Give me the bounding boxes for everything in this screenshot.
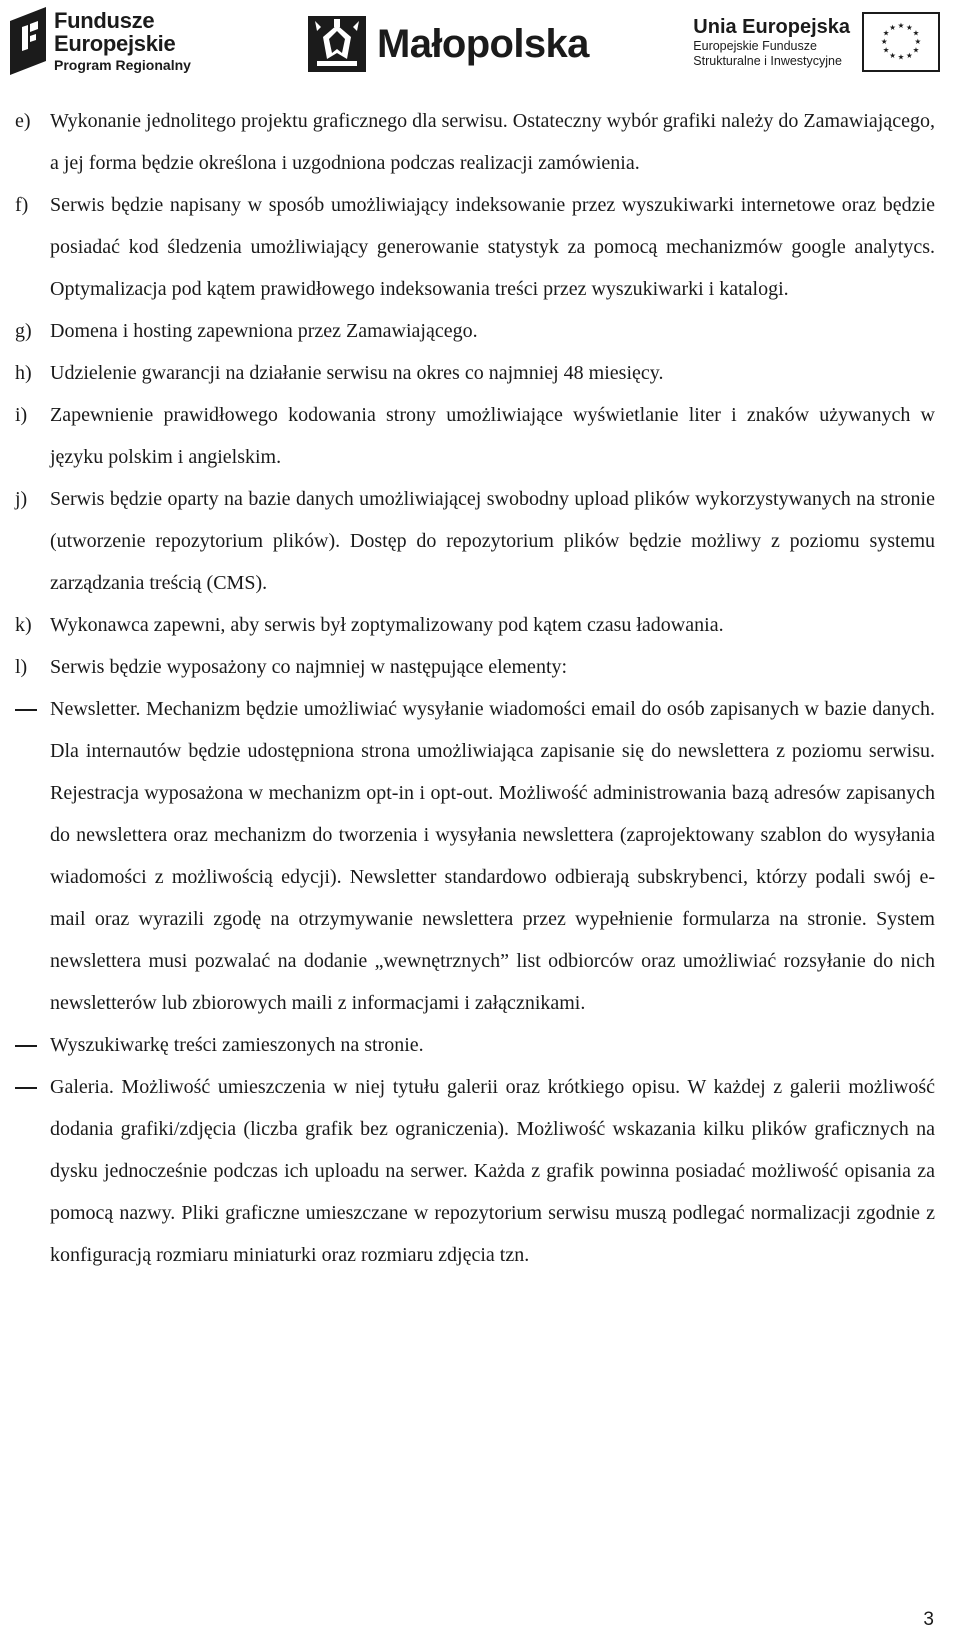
svg-text:★: ★ bbox=[912, 28, 920, 38]
list-marker: h) bbox=[15, 362, 32, 384]
svg-text:★: ★ bbox=[914, 36, 922, 46]
list-marker: f) bbox=[15, 194, 29, 216]
eu-flag-icon bbox=[862, 12, 940, 72]
list-item-h bbox=[15, 352, 935, 394]
malopolska-crest-icon bbox=[307, 15, 367, 73]
list-item-text: Wykonawca zapewni, aby serwis był zoptymalizowany pod kątem czasu ładowania. bbox=[50, 614, 724, 636]
svg-text:★: ★ bbox=[897, 52, 905, 62]
bullet-gallery bbox=[15, 1066, 935, 1276]
list-item-f bbox=[15, 184, 935, 310]
ue-logo-line2: Europejskie Fundusze bbox=[693, 39, 817, 54]
list-item-e bbox=[15, 100, 935, 184]
list-item-text: Zapewnienie prawidłowego kodowania strony umożliwiające wyświetlanie liter i znaków używanych w języku polskim i angielskim. bbox=[50, 404, 935, 468]
svg-text:★: ★ bbox=[880, 36, 888, 46]
list-marker: k) bbox=[15, 614, 32, 636]
page-header bbox=[0, 0, 960, 86]
list-marker: g) bbox=[15, 320, 32, 342]
fundusze-europejskie-logo bbox=[8, 2, 191, 80]
fe-logo-line1: Fundusze bbox=[54, 8, 155, 34]
document-body bbox=[15, 100, 935, 1276]
malopolska-logo-text: Małopolska bbox=[377, 21, 589, 66]
list-item-text: Udzielenie gwarancji na działanie serwisu na okres co najmniej 48 miesięcy. bbox=[50, 362, 664, 384]
list-marker: e) bbox=[15, 110, 31, 132]
malopolska-logo bbox=[307, 14, 589, 74]
unia-europejska-logo bbox=[693, 12, 940, 72]
ue-logo-line1: Unia Europejska bbox=[693, 16, 850, 39]
bullet-text: Wyszukiwarkę treści zamieszonych na stronie. bbox=[50, 1034, 424, 1056]
list-item-text: Wykonanie jednolitego projektu graficznego dla serwisu. Ostateczny wybór grafiki należy do Zamawiającego, a jej forma będzie określona i uzgodniona podczas realizacji zamówienia. bbox=[50, 110, 935, 174]
list-marker: j) bbox=[15, 488, 28, 510]
svg-text:★: ★ bbox=[882, 45, 890, 55]
list-item-k bbox=[15, 604, 935, 646]
bullet-newsletter bbox=[15, 688, 935, 1024]
fe-logo-line3: Program Regionalny bbox=[54, 57, 191, 74]
list-item-text: Domena i hosting zapewniona przez Zamawiającego. bbox=[50, 320, 478, 342]
list-item-l bbox=[15, 646, 935, 688]
list-item-i bbox=[15, 394, 935, 478]
svg-text:★: ★ bbox=[912, 45, 920, 55]
list-item-j bbox=[15, 478, 935, 604]
fe-emblem-icon bbox=[8, 5, 48, 77]
list-item-text: Serwis będzie wyposażony co najmniej w następujące elementy: bbox=[50, 656, 568, 678]
fe-logo-line2: Europejskie bbox=[54, 31, 176, 57]
bullet-text: Galeria. Możliwość umieszczenia w niej tytułu galerii oraz krótkiego opisu. W każdej z galerii możliwość dodania grafiki/zdjęcia (liczba grafik bez ograniczenia). Możliwość wskazania kilku plików graficznych na dysku jednocześnie podczas ich uploadu na serwer. Każda z grafik powinna posiadać możliwość opisania za pomocą nazwy. Pliki graficzne umieszczane w repozytorium serwisu muszą podlegać normalizacji zgodnie z konfiguracją rozmiaru miniaturki oraz rozmiaru zdjęcia tzn. bbox=[50, 1076, 935, 1266]
list-item-g bbox=[15, 310, 935, 352]
svg-text:★: ★ bbox=[882, 28, 890, 38]
bullet-search bbox=[15, 1024, 935, 1066]
ue-logo-line3: Strukturalne i Inwestycyjne bbox=[693, 53, 842, 68]
svg-text:★: ★ bbox=[889, 22, 896, 32]
list-item-text: Serwis będzie napisany w sposób umożliwiający indeksowanie przez wyszukiwarki internetowe oraz będzie posiadać kod śledzenia umożliwiający generowanie statystyk za pomocą mechanizmów google analytycs. Optymalizacja pod kątem prawidłowego indeksowania treści przez wyszukiwarki i katalogi. bbox=[50, 194, 935, 300]
svg-text:★: ★ bbox=[906, 22, 913, 32]
page-number: 3 bbox=[923, 1609, 934, 1630]
svg-text:★: ★ bbox=[906, 50, 913, 60]
svg-text:★: ★ bbox=[897, 21, 905, 30]
bullet-text: Newsletter. Mechanizm będzie umożliwiać wysyłanie wiadomości email do osób zapisanych w bazie danych. Dla internautów będzie udostępniona strona umożliwiająca zapisanie się do newslettera z poziomu serwisu. Rejestracja wyposażona w mechanizm opt-in i opt-out. Możliwość administrowania bazą adresów zapisanych do newslettera oraz mechanizm do tworzenia i wysyłania newslettera (zaprojektowany szablon do wysyłania wiadomości z możliwością edycji). Newsletter standardowo odbierają subskrybenci, którzy podali swój e-mail oraz wyrazili zgodę na otrzymywanie newslettera przez wypełnienie formularza na stronie. System newslettera musi pozwalać na dodanie „wewnętrznych” list odbiorców oraz umożliwiać rozsyłanie do nich newsletterów lub zbiorowych maili z informacjami i załącznikami. bbox=[50, 698, 935, 1014]
list-marker: i) bbox=[15, 404, 28, 426]
svg-text:★: ★ bbox=[889, 50, 896, 60]
list-marker: l) bbox=[15, 656, 28, 678]
list-item-text: Serwis będzie oparty na bazie danych umożliwiającej swobodny upload plików wykorzystywanych na stronie (utworzenie repozytorium plików). Dostęp do repozytorium plików będzie możliwy z poziomu systemu zarządzania treścią (CMS). bbox=[50, 488, 935, 594]
